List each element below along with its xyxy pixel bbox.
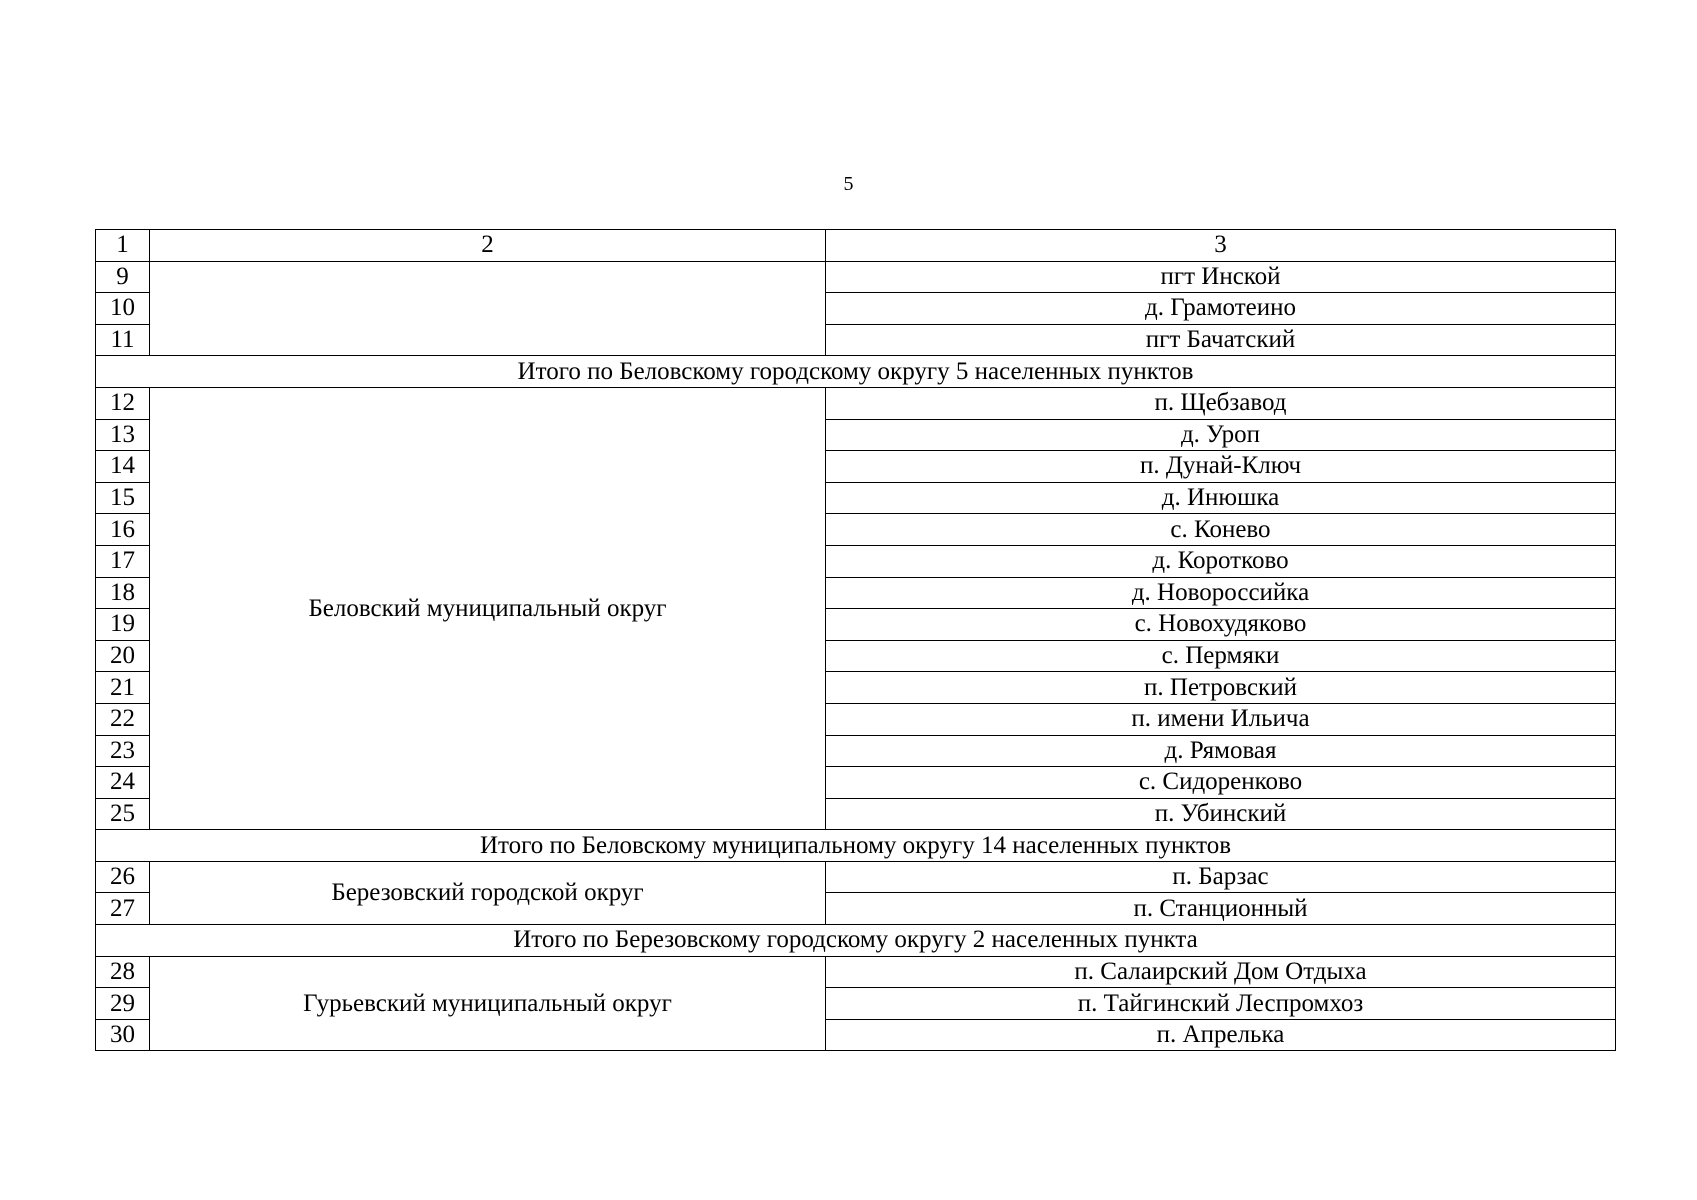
settlement-cell: д. Грамотеино: [826, 293, 1616, 325]
settlement-cell: п. Барзас: [826, 861, 1616, 893]
row-number-cell: 10: [96, 293, 150, 325]
row-number-cell: 22: [96, 703, 150, 735]
settlement-cell: п. Петровский: [826, 672, 1616, 704]
settlement-cell: п. Салаирский Дом Отдыха: [826, 956, 1616, 988]
district-cell: Гурьевский муниципальный округ: [150, 956, 826, 1051]
row-number-cell: 26: [96, 861, 150, 893]
district-cell: [150, 261, 826, 356]
row-number-cell: 14: [96, 451, 150, 483]
district-cell: Беловский муниципальный округ: [150, 387, 826, 829]
total-row: [96, 356, 1616, 388]
table-row: [96, 956, 1616, 988]
table-row: [96, 387, 1616, 419]
row-number-cell: 21: [96, 672, 150, 704]
header-cell-settlement: 3: [826, 230, 1616, 262]
settlement-cell: с. Пермяки: [826, 640, 1616, 672]
row-number-cell: 23: [96, 735, 150, 767]
row-number-cell: 27: [96, 893, 150, 925]
settlement-cell: п. Дунай-Ключ: [826, 451, 1616, 483]
district-cell: Березовский городской округ: [150, 861, 826, 924]
row-number-cell: 17: [96, 545, 150, 577]
row-number-cell: 24: [96, 767, 150, 799]
row-number-cell: 12: [96, 387, 150, 419]
row-number-cell: 19: [96, 609, 150, 641]
row-number-cell: 29: [96, 988, 150, 1020]
settlement-cell: с. Сидоренково: [826, 767, 1616, 799]
row-number-cell: 15: [96, 482, 150, 514]
header-cell-number: 1: [96, 230, 150, 262]
total-cell: Итого по Беловскому муниципальному округу 14 населенных пунктов: [96, 830, 1616, 862]
row-number-cell: 13: [96, 419, 150, 451]
settlement-cell: д. Рямовая: [826, 735, 1616, 767]
total-cell: Итого по Беловскому городскому округу 5 населенных пунктов: [96, 356, 1616, 388]
row-number-cell: 28: [96, 956, 150, 988]
settlement-cell: д. Новороссийка: [826, 577, 1616, 609]
settlement-cell: п. Убинский: [826, 798, 1616, 830]
settlement-cell: с. Конево: [826, 514, 1616, 546]
settlement-cell: п. имени Ильича: [826, 703, 1616, 735]
settlement-cell: пгт Инской: [826, 261, 1616, 293]
row-number-cell: 9: [96, 261, 150, 293]
row-number-cell: 16: [96, 514, 150, 546]
settlements-table: [95, 229, 1616, 1051]
settlement-cell: д. Уроп: [826, 419, 1616, 451]
header-cell-district: 2: [150, 230, 826, 262]
row-number-cell: 30: [96, 1019, 150, 1051]
settlement-cell: д. Коротково: [826, 545, 1616, 577]
settlement-cell: д. Инюшка: [826, 482, 1616, 514]
row-number-cell: 25: [96, 798, 150, 830]
row-number-cell: 11: [96, 324, 150, 356]
settlement-cell: п. Станционный: [826, 893, 1616, 925]
page-number: 5: [843, 173, 854, 195]
table-row: [96, 861, 1616, 893]
settlement-cell: пгт Бачатский: [826, 324, 1616, 356]
row-number-cell: 20: [96, 640, 150, 672]
settlement-cell: с. Новохудяково: [826, 609, 1616, 641]
row-number-cell: 18: [96, 577, 150, 609]
table-row: [96, 261, 1616, 293]
settlement-cell: п. Щебзавод: [826, 387, 1616, 419]
total-cell: Итого по Березовскому городскому округу 2 населенных пункта: [96, 925, 1616, 957]
total-row: [96, 925, 1616, 957]
total-row: [96, 830, 1616, 862]
settlement-cell: п. Апрелька: [826, 1019, 1616, 1051]
table-body: [96, 230, 1616, 1051]
header-row: [96, 230, 1616, 262]
settlement-cell: п. Тайгинский Леспромхоз: [826, 988, 1616, 1020]
